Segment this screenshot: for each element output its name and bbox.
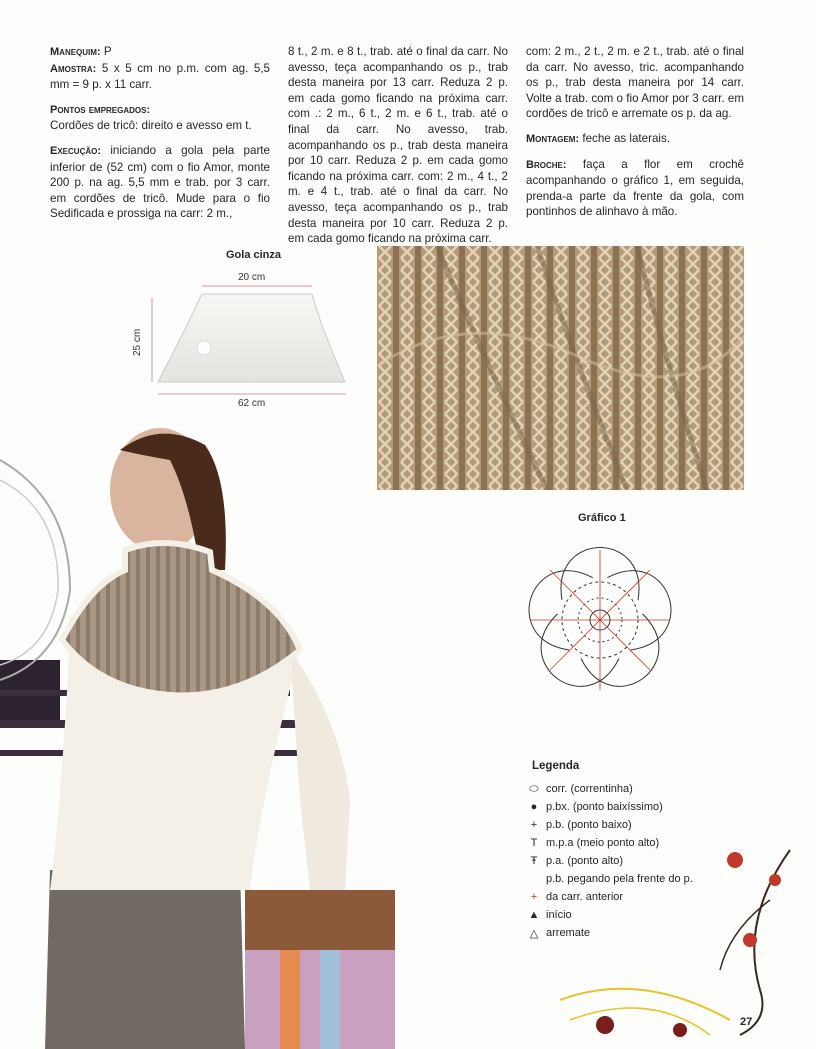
pontos-paragraph xyxy=(50,102,270,134)
legend-item: p.b. pegando pela frente do p. xyxy=(546,873,693,885)
legend-item: T m.p.a (meio ponto alto) xyxy=(522,834,659,852)
gola-pattern-diagram xyxy=(130,264,360,414)
floral-decoration xyxy=(560,840,800,1040)
execucao-paragraph xyxy=(50,143,270,222)
amostra-value: 5 x 5 cm no p.m. com ag. 5,5 mm = 9 p. x 11 carr. xyxy=(50,61,270,92)
legend-item: ▲ início xyxy=(522,906,572,924)
bottom-width-label: 62 cm xyxy=(238,398,266,409)
top-width-label: 20 cm xyxy=(238,272,266,283)
legend-item: + da carr. anterior xyxy=(522,888,623,906)
manequim-value: P xyxy=(103,45,112,58)
chain-icon: ⬭ xyxy=(529,782,539,795)
instructions-column-3 xyxy=(526,44,744,229)
montagem-label: Montagem: xyxy=(526,132,580,145)
page-number: 27 xyxy=(740,1016,753,1028)
broche-label: Broche: xyxy=(526,158,567,171)
front-loop-mark-icon: + xyxy=(530,891,538,903)
instructions-column-1 xyxy=(50,44,270,231)
broche-value: faça a flor em crochê acompanhando o gráfico 1, em seguida, prenda-a parte da frente da gola, com pontinhos de alinhavo à mão. xyxy=(526,157,744,219)
column3-text: com: 2 m., 2 t., 2 m. e 2 t., trab. até o final da carr. No avesso, tric. acompanhando os p., trab desta maneira por 14 carr. Volte a trab. com o fio Amor por 3 carr. em cordões de tricô e arremate os p. da ag. xyxy=(526,45,744,121)
pontos-value: Cordões de tricô: direito e avesso em t. xyxy=(50,119,252,133)
gola-diagram-title: Gola cinza xyxy=(226,249,282,261)
slip-stitch-icon: ● xyxy=(530,801,538,813)
instructions-column-2 xyxy=(288,44,508,256)
execucao-label: Execução: xyxy=(50,144,102,157)
single-crochet-icon: + xyxy=(530,819,538,831)
pontos-label: Pontos empregados: xyxy=(50,103,151,116)
grafico-title: Gráfico 1 xyxy=(578,512,626,524)
broche-paragraph xyxy=(526,157,744,220)
crochet-flower-chart xyxy=(500,530,700,720)
manequim-paragraph xyxy=(50,44,270,93)
legend-title: Legenda xyxy=(532,760,580,772)
model-photo xyxy=(0,420,400,1049)
knit-texture-photo xyxy=(377,246,744,490)
execucao-value: iniciando a gola pela parte inferior de (52 cm) com o fio Amor, monte 200 p. na ag. 5,5 mm e trab. por 3 carr. em cordões de tricô. Mude para o fio Sedificada e prossiga na carr: 2 m., xyxy=(50,143,270,221)
montagem-paragraph xyxy=(526,131,744,148)
manequim-label: Manequim: xyxy=(50,46,101,58)
legend-item: + p.b. (ponto baixo) xyxy=(522,816,632,834)
legend-item: △ arremate xyxy=(522,924,590,942)
start-arrow-icon: ▲ xyxy=(528,909,540,921)
legend-item: ● p.bx. (ponto baixíssimo) xyxy=(522,798,663,816)
montagem-value: feche as laterais. xyxy=(582,131,671,145)
fasten-off-icon: △ xyxy=(529,927,539,940)
height-label: 25 cm xyxy=(132,328,143,356)
half-double-icon: T xyxy=(530,837,538,849)
legend-item: Ŧ p.a. (ponto alto) xyxy=(522,852,623,870)
double-crochet-icon: Ŧ xyxy=(530,855,538,867)
gola-shape xyxy=(158,294,345,382)
amostra-label: Amostra: xyxy=(50,62,97,75)
legend-item: ⬭ corr. (correntinha) xyxy=(522,780,633,798)
column2-text: 8 t., 2 m. e 8 t., trab. até o final da carr. No avesso, teça acompanhando os p., trab desta maneira por 13 carr. Reduza 2 p. em cada gomo ficando na próxima carr. com .: 2 m., 6 t., 2 m. e 6 t., trab. até o final da carr. No avesso, trab. acompanhando os p., trab desta maneira por 10 carr. Reduza 2 p. em cada gomo ficando na próxima carr. com: 2 m., 4 t., 2 m. e 4 t., trab. até o final da carr. No avesso, teça acompanhando os p., trab desta maneira por 10 carr. Reduza 2 p. em cada gomo ficando na próxima carr. xyxy=(288,45,508,246)
